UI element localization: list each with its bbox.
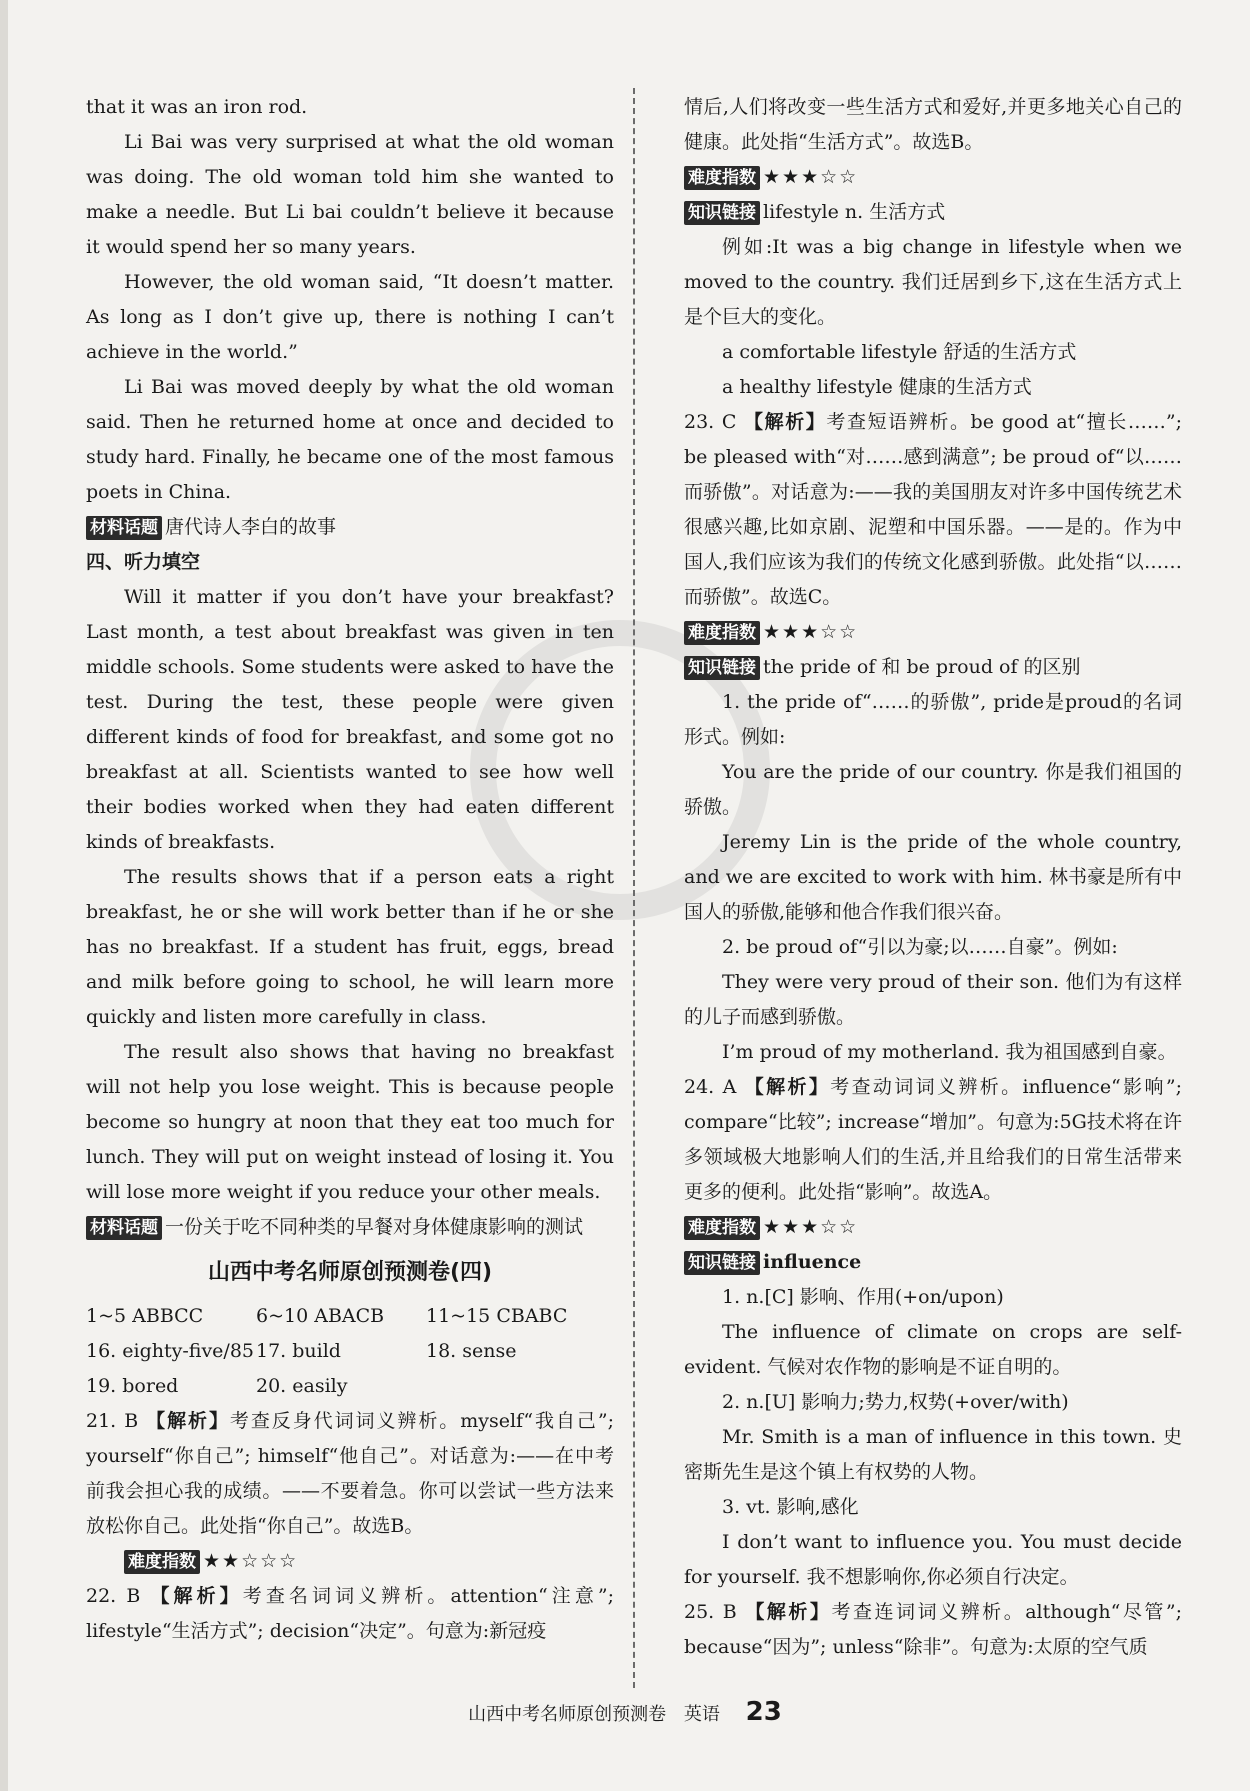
story-paragraph: Li Bai was moved deeply by what the old woman said. Then he returned home at once and decided to study hard. Finally, he became one of the most famous poets in China. (86, 376, 614, 503)
answer-item: 19. bored (86, 1375, 179, 1397)
page-edge-shadow (0, 0, 8, 1791)
analysis-label: 【解析】 (150, 1585, 243, 1607)
material-topic (86, 510, 614, 545)
page-number: 23 (745, 1697, 782, 1727)
question-explanation (684, 1595, 1182, 1665)
knowledge-example: a comfortable lifestyle 舒适的生活方式 (722, 341, 1077, 363)
answer-item: 6~10 ABACB (256, 1305, 385, 1327)
question-explanation (684, 1070, 1182, 1210)
knowledge-line: They were very proud of their son. 他们为有这样的儿子而感到骄傲。 (684, 971, 1182, 1028)
knowledge-line: Jeremy Lin is the pride of the whole country, and we are excited to work with him. 林书豪是所有中国人的骄傲,能够和他合作我们很兴奋。 (684, 831, 1182, 923)
analysis-text: 考查短语辨析。be good at“擅长……”; be pleased with“对……感到满意”; be proud of“以……而骄傲”。对话意为:——我的美国朋友对许多中国传统艺术很感兴趣,比如京剧、泥塑和中国乐器。——是的。作为中国人,我们应该为我们的传统文化感到骄傲。此处指“以……而骄傲”。故选C。 (684, 411, 1182, 608)
knowledge-line: I don’t want to influence you. You must decide for yourself. 我不想影响你,你必须自行决定。 (684, 1531, 1182, 1588)
question-number: 24. A (684, 1076, 737, 1098)
answer-grid (86, 1299, 614, 1404)
right-column (684, 90, 1182, 1665)
difficulty-tag: 难度指数 (684, 621, 760, 645)
knowledge-link-tag: 知识链接 (684, 656, 760, 680)
knowledge-link-title: the pride of 和 be proud of 的区别 (763, 656, 1081, 678)
difficulty-stars: ★★★☆☆ (763, 621, 859, 643)
material-topic-tag: 材料话题 (86, 1216, 162, 1240)
answer-item: 18. sense (426, 1340, 517, 1362)
difficulty-row (684, 1210, 1182, 1245)
answer-item: 1~5 ABBCC (86, 1305, 204, 1327)
story-paragraph: Li Bai was very surprised at what the old woman was doing. The old woman told him she wanted to make a needle. But Li bai couldn’t believe it because it would spend her so many years. (86, 131, 614, 258)
knowledge-link-tag: 知识链接 (684, 1251, 760, 1275)
knowledge-line: The influence of climate on crops are self-evident. 气候对农作物的影响是不证自明的。 (684, 1321, 1182, 1378)
answer-item: 17. build (256, 1340, 341, 1362)
knowledge-line: Mr. Smith is a man of influence in this town. 史密斯先生是这个镇上有权势的人物。 (684, 1426, 1182, 1483)
knowledge-link-row (684, 650, 1182, 685)
knowledge-link-row (684, 1245, 1182, 1280)
question-number: 22. B (86, 1585, 141, 1607)
question-number: 25. B (684, 1601, 737, 1623)
analysis-text: 考查动词词义辨析。influence“影响”; compare“比较”; increase“增加”。句意为:5G技术将在许多领域极大地影响人们的生活,并且给我们的日常生活带来更多的便利。此处指“影响”。故选A。 (684, 1076, 1182, 1203)
material-topic-text: 一份关于吃不同种类的早餐对身体健康影响的测试 (165, 1216, 584, 1238)
analysis-continuation: 情后,人们将改变一些生活方式和爱好,并更多地关心自己的健康。此处指“生活方式”。故选B。 (684, 96, 1182, 153)
analysis-label: 【解析】 (744, 411, 827, 433)
difficulty-tag: 难度指数 (684, 1216, 760, 1240)
question-number: 21. B (86, 1410, 139, 1432)
left-column (86, 90, 614, 1649)
knowledge-line: 3. vt. 影响,感化 (722, 1496, 859, 1518)
difficulty-tag: 难度指数 (684, 166, 760, 190)
page-footer (0, 1694, 1250, 1733)
column-divider (633, 88, 635, 1688)
analysis-label: 【解析】 (745, 1601, 832, 1623)
knowledge-link-title: lifestyle n. 生活方式 (763, 201, 946, 223)
difficulty-stars: ★★★☆☆ (763, 1216, 859, 1238)
knowledge-line: 2. n.[U] 影响力;势力,权势(+over/with) (722, 1391, 1069, 1413)
question-explanation (86, 1579, 614, 1649)
footer-subject: 英语 (683, 1704, 720, 1725)
difficulty-stars: ★★☆☆☆ (203, 1550, 299, 1572)
analysis-label: 【解析】 (146, 1410, 230, 1432)
section-heading: 四、听力填空 (86, 551, 201, 573)
analysis-text: 考查连词词义辨析。although“尽管”; because“因为”; unless“除非”。句意为:太原的空气质 (684, 1601, 1182, 1658)
knowledge-line: 1. the pride of“……的骄傲”, pride是proud的名词形式。例如: (684, 691, 1182, 748)
difficulty-row (86, 1544, 614, 1579)
difficulty-tag: 难度指数 (124, 1550, 200, 1574)
question-explanation (684, 405, 1182, 615)
knowledge-link-title: influence (763, 1251, 862, 1273)
material-topic-tag: 材料话题 (86, 516, 162, 540)
footer-book-title: 山西中考名师原创预测卷 (468, 1704, 667, 1725)
difficulty-stars: ★★★☆☆ (763, 166, 859, 188)
knowledge-line: You are the pride of our country. 你是我们祖国的骄傲。 (684, 761, 1182, 818)
story-paragraph: that it was an iron rod. (86, 96, 308, 118)
knowledge-line: I’m proud of my motherland. 我为祖国感到自豪。 (722, 1041, 1177, 1063)
knowledge-line: 2. be proud of“引以为豪;以……自豪”。例如: (722, 936, 1118, 958)
knowledge-line: 1. n.[C] 影响、作用(+on/upon) (722, 1286, 1004, 1308)
material-topic (86, 1210, 614, 1245)
story-paragraph: However, the old woman said, “It doesn’t matter. As long as I don’t give up, there is nothing I can’t achieve in the world.” (86, 271, 614, 363)
answer-item: 11~15 CBABC (426, 1305, 568, 1327)
material-topic-text: 唐代诗人李白的故事 (165, 516, 337, 538)
answer-item: 20. easily (256, 1375, 348, 1397)
analysis-text: 考查名词词义辨析。attention“注意”; lifestyle“生活方式”; decision“决定”。句意为:新冠疫 (86, 1585, 615, 1642)
question-number: 23. C (684, 411, 737, 433)
exam-title: 山西中考名师原创预测卷(四) (207, 1260, 493, 1285)
knowledge-link-row (684, 195, 1182, 230)
answer-item: 16. eighty-five/85 (86, 1340, 254, 1362)
knowledge-example: a healthy lifestyle 健康的生活方式 (722, 376, 1032, 398)
knowledge-link-tag: 知识链接 (684, 201, 760, 225)
question-explanation (86, 1404, 614, 1544)
knowledge-example: 例如:It was a big change in lifestyle when we moved to the country. 我们迁居到乡下,这在生活方式上是个巨大的变化。 (684, 236, 1182, 328)
listening-paragraph: Will it matter if you don’t have your breakfast? Last month, a test about breakfast was given in ten middle schools. Some students were asked to have the test. During the test, these people were given different kinds of food for breakfast, and some got no breakfast at all. Scientists wanted to see how well their bodies worked when they had eaten different kinds of breakfasts. (86, 586, 614, 853)
listening-paragraph: The results shows that if a person eats a right breakfast, he or she will work better than if he or she has no breakfast. If a student has fruit, eggs, bread and milk before going to school, he will learn more quickly and listen more carefully in class. (86, 866, 614, 1028)
listening-paragraph: The result also shows that having no breakfast will not help you lose weight. This is because people become so hungry at noon that they eat too much for lunch. They will put on weight instead of losing it. You will lose more weight if you reduce your other meals. (86, 1041, 614, 1203)
difficulty-row (684, 160, 1182, 195)
analysis-label: 【解析】 (744, 1076, 831, 1098)
analysis-text: 考查反身代词词义辨析。myself“我自己”; yourself“你自己”; himself“他自己”。对话意为:——在中考前我会担心我的成绩。——不要着急。你可以尝试一些方法来放松你自己。此处指“你自己”。故选B。 (86, 1410, 614, 1537)
difficulty-row (684, 615, 1182, 650)
